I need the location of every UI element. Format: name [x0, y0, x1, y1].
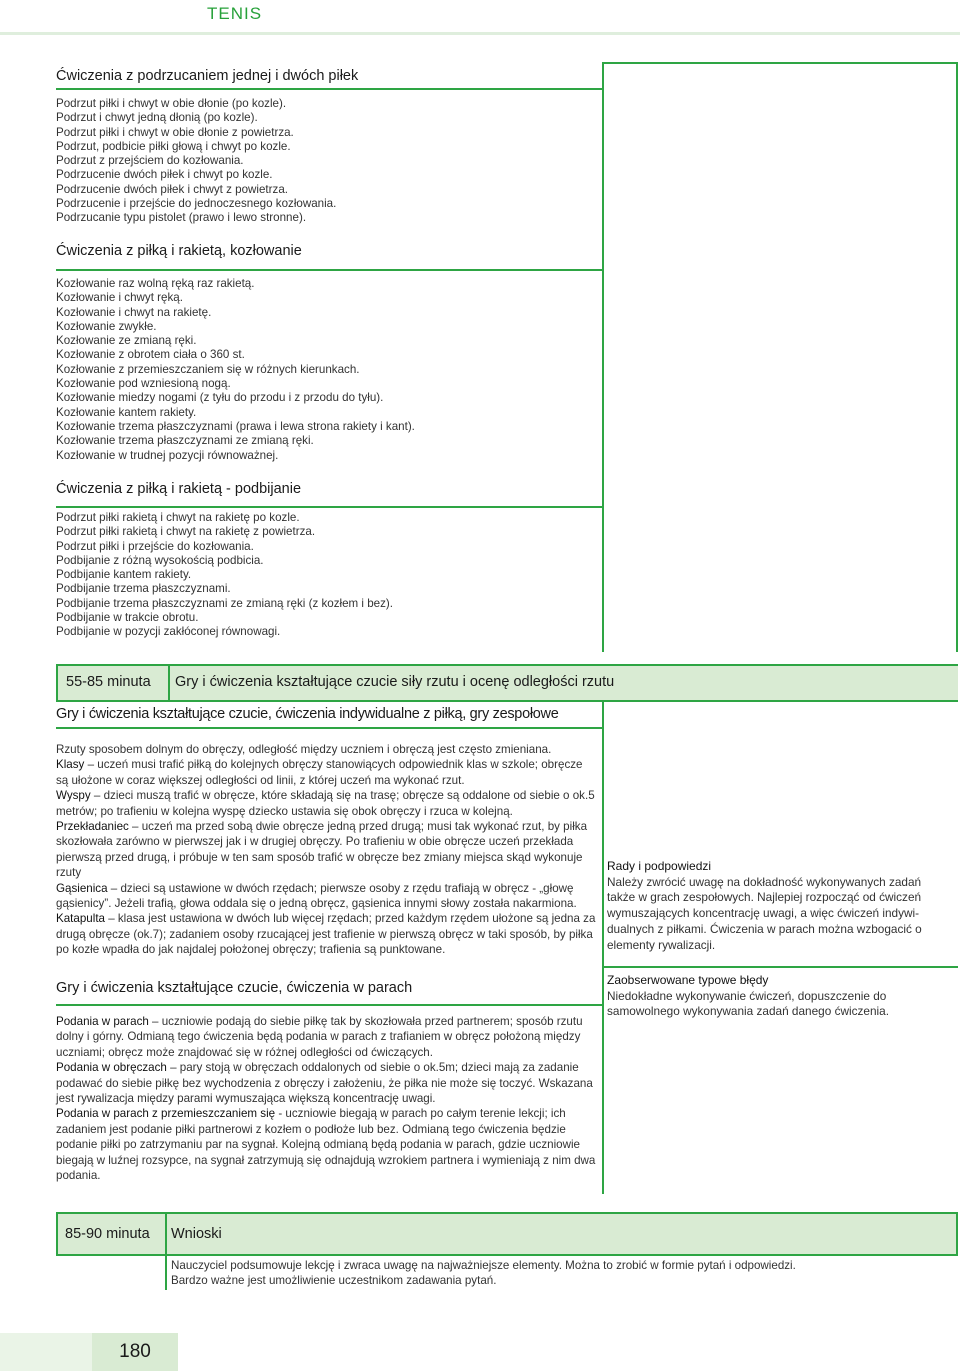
exercise-podania-w-obreczach — [56, 1060, 596, 1106]
list-item: Kozłowanie trzema płaszczyznami (prawa i lewa strona rakiety i kant). — [56, 419, 415, 433]
conclusion-line: Nauczyciel podsumowuje lekcję i zwraca uwagę na najważniejsze elementy. Można to zrobić w formie pytań i odpowiedzi. — [171, 1259, 796, 1272]
band-time-label: 85-90 minuta — [65, 1226, 150, 1242]
game-name: Klasy — [56, 758, 85, 772]
column-divider — [602, 62, 604, 652]
sidebar-separator — [602, 966, 958, 968]
list-item: Podbijanie kantem rakiety. — [56, 568, 192, 582]
game-wyspy — [56, 788, 596, 819]
section4-body — [56, 742, 596, 958]
errors-box — [607, 973, 937, 1020]
list-item: Podrzut piłki i chwyt w obie dłonie z powietrza. — [56, 125, 294, 139]
intro-paragraph: Rzuty sposobem dolnym do obręczy, odległość między uczniem i obręczą jest często zmieniana. — [56, 743, 552, 756]
exercise-name: Podania w parach — [56, 1015, 149, 1028]
game-name: Wyspy — [56, 789, 91, 803]
list-item: Kozłowanie i chwyt ręką. — [56, 291, 183, 305]
list-item: Podrzucanie typu pistolet (prawo i lewo stronne). — [56, 211, 307, 225]
list-item: Kozłowanie trzema płaszczyznami ze zmianą ręki. — [56, 434, 314, 448]
game-description: – dzieci muszą trafić w obręcze, które składają się na trasę; obręcze są oddalone od siebie o ok.5 metrów; po trafieniu w kolejna wyspę dziecko ustawia się obok obręczy i rzuca w kolejną. — [56, 789, 595, 818]
list-item: Podbijanie w pozycji zakłóconej równowagi. — [56, 625, 281, 639]
list-item: Podrzucenie dwóch piłek i chwyt z powietrza. — [56, 182, 288, 196]
list-item: Kozłowanie z obrotem ciała o 360 st. — [56, 348, 245, 362]
errors-text: Niedokładne wykonywanie ćwiczeń, dopuszczenie do samowolnego wykonywania zadań danego ćwiczenia. — [607, 988, 889, 1019]
game-name: Przekładaniec — [56, 820, 129, 834]
exercise-description: – pary stoją w obręczach oddalonych od siebie o ok.5m; dzieci mają za zadanie podawać do siebie piłkę bez wychodzenia z obręczy i założeniu, że piłka nie może się toczyć. Wskazana jest rywalizacja między parami wymuszająca większą koncentrację uwagi. — [56, 1061, 593, 1106]
band-right-border — [956, 1212, 958, 1256]
tips-heading: Rady i podpowiedzi — [607, 859, 712, 873]
exercise-description: - uczniowie biegają w parach po całym terenie lekcji; ich zadaniem jest podanie piłki partnerowi z kozłem o podłoże lub bez. Odmianą tego ćwiczenia będzie podanie piłki po zatrzymaniu par na sygnał. Kolejną odmianą będą podania w parach, gdzie uczniowie biegają w luźnej rozsypce, na sygnał zatrzymują się odnajdują wzrokiem partnera i wymieniają z nim dwa podania. — [56, 1107, 596, 1183]
chapter-title: TENIS — [207, 4, 263, 23]
tips-box — [607, 859, 937, 953]
band-left-border — [56, 664, 58, 702]
game-description: – dzieci są ustawione w dwóch rzędach; pierwsze osoby z rzędu trafiają w obręcz - „głowę gąsienicy”. Jeżeli trafią, głowa oddala się o jedną obręcz, gąsienica innymi słowy została nakarmiona. — [56, 881, 577, 911]
exercise-description: – uczniowie podają do siebie piłkę tak by skozłowała przed partnerem; sposób rzutu dolny i górny. Odmianą tego ćwiczenia będą podania w parach z trafianiem w obręcz położoną między uczniami; obręcz może znajdować się w różnej odległości od ćwiczących. — [56, 1015, 583, 1059]
list-item: Podrzut z przejściem do kozłowania. — [56, 154, 244, 168]
band-divider — [165, 1212, 167, 1256]
list-item: Podbijanie z różną wysokością podbicia. — [56, 553, 264, 567]
game-description: – uczeń ma przed sobą dwie obręcze jedną przed drugą; musi tak wykonać rzut, by piłka skozłowała zarówno w pierwszej jak i w drugiej obręczy. Po trafieniu w obie obręcze uczeń przekłada pierwszą przed drugą, i próbuje w ten sam sposób trafić w obręcze bez zmiany miejsca skąd wykonuje rzuty — [56, 820, 588, 880]
errors-heading: Zaobserwowane typowe błędy — [607, 973, 769, 987]
list-item: Podbijanie trzema płaszczyznami ze zmianą ręki (z kozłem i bez). — [56, 596, 393, 610]
game-name: Katapulta — [56, 912, 105, 926]
list-item: Kozłowanie i chwyt na rakietę. — [56, 305, 212, 319]
list-item: Podrzut i chwyt jedną dłonią (po kozle). — [56, 111, 258, 125]
game-description: – uczeń musi trafić piłką do kolejnych obręczy stanowiących odpowiednik klas w szkole; obręcze są ułożone w coraz większej odległości od linii, z której uczeń ma wykonać rzut. — [56, 758, 583, 787]
list-item: Kozłowanie miedzy nogami (z tyłu do przodu i z przodu do tyłu). — [56, 391, 384, 405]
list-item: Podrzut piłki rakietą i chwyt na rakietę po kozle. — [56, 511, 300, 524]
game-katapulta — [56, 911, 596, 957]
band-title: Wnioski — [171, 1226, 222, 1242]
section5-body — [56, 1014, 596, 1183]
list-item: Podbijanie trzema płaszczyznami. — [56, 582, 231, 596]
section1-list — [56, 97, 336, 226]
list-item: Kozłowanie ze zmianą ręki. — [56, 334, 197, 348]
list-item: Kozłowanie pod wzniesioną nogą. — [56, 377, 231, 391]
section3-list — [56, 511, 393, 640]
band-title: Gry i ćwiczenia kształtujące czucie siły rzutu i ocenę odległości rzutu — [175, 674, 615, 690]
list-item: Podrzut piłki rakietą i chwyt na rakietę z powietrza. — [56, 525, 316, 539]
band-time-label: 55-85 minuta — [66, 674, 151, 690]
game-gasienica — [56, 881, 596, 912]
list-item: Kozłowanie zwykłe. — [56, 319, 157, 333]
list-item: Kozłowanie kantem rakiety. — [56, 405, 197, 419]
band-divider — [168, 664, 170, 702]
list-item: Podrzut piłki i przejście do kozłowania. — [56, 539, 254, 553]
list-item: Podrzucenie i przejście do jednoczesnego kozłowania. — [56, 197, 337, 211]
game-klasy — [56, 757, 596, 788]
section-title-podbijanie: Ćwiczenia z piłką i rakietą - podbijanie — [56, 481, 602, 508]
list-item: Podrzucenie dwóch piłek i chwyt po kozle. — [56, 168, 273, 182]
page-number-strip — [0, 1333, 92, 1371]
conclusion-line: Bardzo ważne jest umożliwienie uczestnikom zadawania pytań. — [171, 1274, 497, 1287]
exercise-name: Podania w obręczach — [56, 1061, 167, 1075]
exercise-podania-z-przemieszczaniem — [56, 1106, 596, 1183]
section-title-pary: Gry i ćwiczenia kształtujące czucie, ćwiczenia w parach — [56, 980, 602, 1006]
top-right-rule — [602, 62, 958, 64]
page-number: 180 — [92, 1333, 178, 1371]
game-przekladaniec — [56, 819, 596, 881]
list-item: Podrzut piłki i chwyt w obie dłonie (po kozle). — [56, 97, 287, 110]
exercise-podania-w-parach — [56, 1014, 596, 1060]
column-divider — [602, 700, 604, 1194]
conclusion-text — [171, 1258, 951, 1288]
right-border — [956, 62, 958, 652]
list-item: Podbijanie w trakcie obrotu. — [56, 611, 199, 625]
section-title-podrzucanie: Ćwiczenia z podrzucaniem jednej i dwóch piłek — [56, 68, 602, 90]
tips-text: Należy zwrócić uwagę na dokładność wykonywanych zadań także w grach zespołowych. Najlepiej rozpocząć od ćwiczeń wymuszających koncentrację uwagi, a więc ćwiczeń indywi-dualnych z piłkami. Ćwiczenia w parach można wzbogacić o elementy rywalizacji. — [607, 874, 922, 952]
conclusion-divider — [165, 1256, 167, 1290]
section-title-kozlowanie: Ćwiczenia z piłką i rakietą, kozłowanie — [56, 243, 602, 271]
exercise-name: Podania w parach z przemieszczaniem się — [56, 1107, 276, 1121]
list-item: Podrzut, podbicie piłki głową i chwyt po kozle. — [56, 139, 291, 153]
section2-list — [56, 277, 415, 463]
section-title-gry-indywidualne: Gry i ćwiczenia kształtujące czucie, ćwiczenia indywidualne z piłką, gry zespołowe — [56, 706, 602, 729]
game-name: Gąsienica — [56, 881, 108, 895]
list-item: Kozłowanie w trudnej pozycji równoważnej. — [56, 448, 279, 462]
header-stripe — [0, 32, 960, 35]
game-description: – klasa jest ustawiona w dwóch lub więcej rzędach; przed każdym rzędem ułożone są jedna za drugą obręcze (ok.7); zadaniem osoby rzucającej jest trafienie w pierwszą obręcz w taki sposób, by piłka po kozłe wpadła do jak najdalej położonej obręczy; trafienia są punktowane. — [56, 912, 596, 957]
band-left-border — [56, 1212, 58, 1256]
list-item: Kozłowanie raz wolną ręką raz rakietą. — [56, 277, 255, 290]
list-item: Kozłowanie z przemieszczaniem się w różnych kierunkach. — [56, 362, 360, 376]
